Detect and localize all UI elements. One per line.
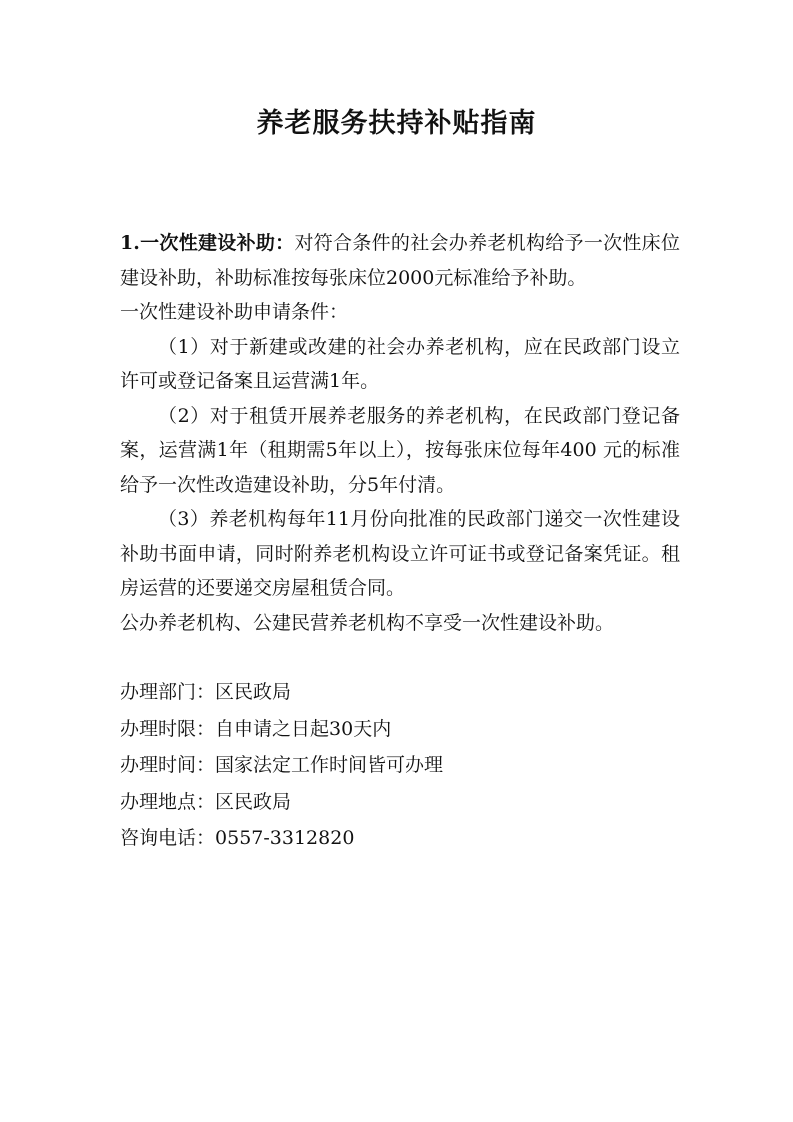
section-1-lead: 1.一次性建设补助：	[120, 232, 295, 254]
condition-item-3: （3）养老机构每年11月份向批准的民政部门递交一次性建设补助书面申请，同时附养老机构设立许可证书或登记备案凭证。租房运营的还要递交房屋租赁合同。	[120, 508, 680, 599]
conditions-heading: 一次性建设补助申请条件：	[120, 301, 349, 323]
service-info-list	[120, 674, 680, 857]
info-value: 国家法定工作时间皆可办理	[215, 754, 444, 776]
section-1-text: 对符合条件的社会办养老机构给予一次性床位建设补助，补助标准按每张床位2000元标准给予补助。	[120, 232, 680, 289]
info-label: 办理地点：	[120, 790, 216, 813]
section-1-paragraph	[120, 226, 680, 295]
condition-item-1: （1）对于新建或改建的社会办养老机构，应在民政部门设立许可或登记备案且运营满1年。	[120, 335, 680, 392]
info-label: 咨询电话：	[120, 827, 216, 849]
info-row-department	[120, 674, 680, 711]
condition-item-2: （2）对于租赁开展养老服务的养老机构，在民政部门登记备案，运营满1年（租期需5年以上），按每张床位每年400 元的标准给予一次性改造建设补助，分5年付清。	[120, 404, 680, 496]
info-value: 自申请之日起30天内	[215, 717, 392, 740]
exclusion-note: 公办养老机构、公建民营养老机构不享受一次性建设补助。	[120, 611, 615, 634]
info-row-office-hours	[120, 747, 680, 784]
info-label: 办理时间：	[120, 754, 216, 776]
info-value: 区民政局	[215, 790, 292, 813]
info-label: 办理时限：	[120, 717, 216, 740]
info-value: 区民政局	[215, 681, 292, 703]
info-value: 0557-3312820	[215, 827, 355, 849]
document-body	[120, 226, 680, 857]
info-row-location	[120, 784, 680, 821]
info-row-time-limit	[120, 711, 680, 748]
document-title: 养老服务扶持补贴指南	[256, 108, 537, 139]
info-row-phone	[120, 820, 680, 857]
info-label: 办理部门：	[120, 681, 216, 703]
